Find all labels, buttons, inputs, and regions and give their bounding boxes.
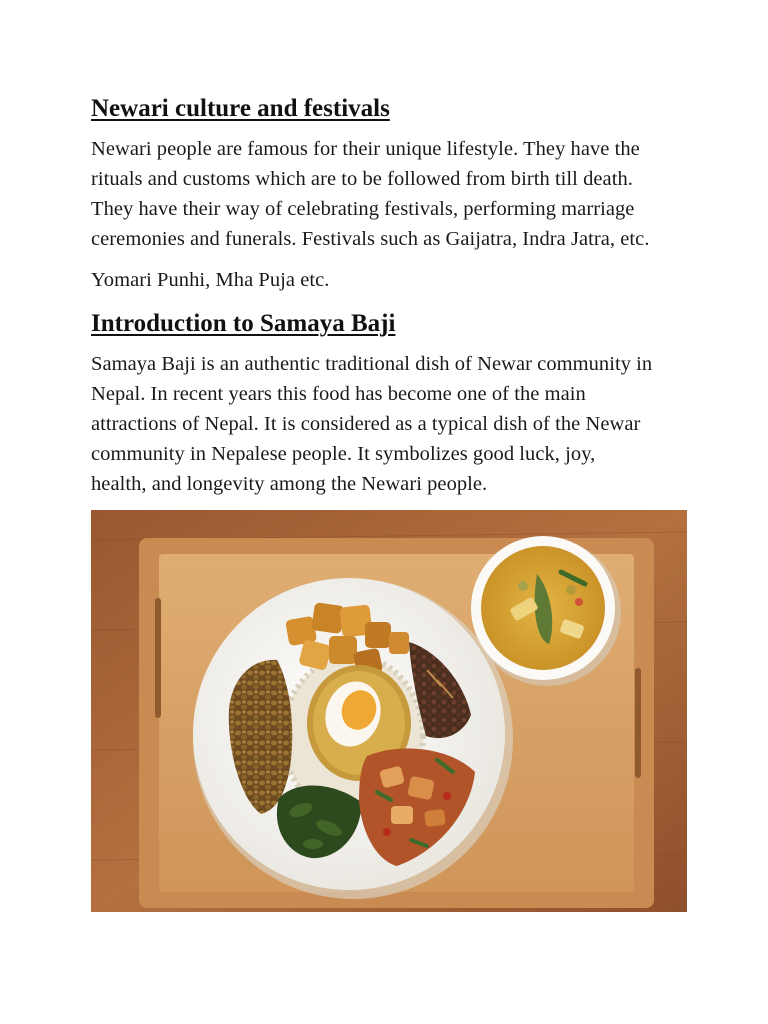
- text-line: rituals and customs which are to be followed from birth till death.: [91, 168, 633, 190]
- heading-newari-culture: Newari culture and festivals: [91, 95, 390, 122]
- text-line: Samaya Baji is an authentic traditional dish of Newar community in: [91, 353, 653, 375]
- paragraph-newari-lifestyle: [91, 134, 691, 254]
- samaya-baji-photo: [91, 510, 687, 912]
- text-line: They have their way of celebrating festivals, performing marriage: [91, 198, 635, 220]
- tray-handle-left: [155, 598, 161, 718]
- paragraph-festivals: Yomari Punhi, Mha Puja etc.: [91, 269, 330, 291]
- text-line: community in Nepalese people. It symbolizes good luck, joy,: [91, 443, 596, 465]
- text-line: Newari people are famous for their unique lifestyle. They have the: [91, 138, 640, 160]
- text-line: Nepal. In recent years this food has become one of the main: [91, 383, 586, 405]
- heading-samaya-baji: Introduction to Samaya Baji: [91, 310, 396, 337]
- text-line: attractions of Nepal. It is considered as a typical dish of the Newar: [91, 413, 641, 435]
- paragraph-samaya-baji: [91, 349, 691, 499]
- document-content: [91, 92, 691, 499]
- tray-handle-right: [635, 668, 641, 778]
- text-line: health, and longevity among the Newari people.: [91, 473, 488, 495]
- text-line: ceremonies and funerals. Festivals such as Gaijatra, Indra Jatra, etc.: [91, 228, 650, 250]
- food-tray-illustration: [91, 510, 687, 912]
